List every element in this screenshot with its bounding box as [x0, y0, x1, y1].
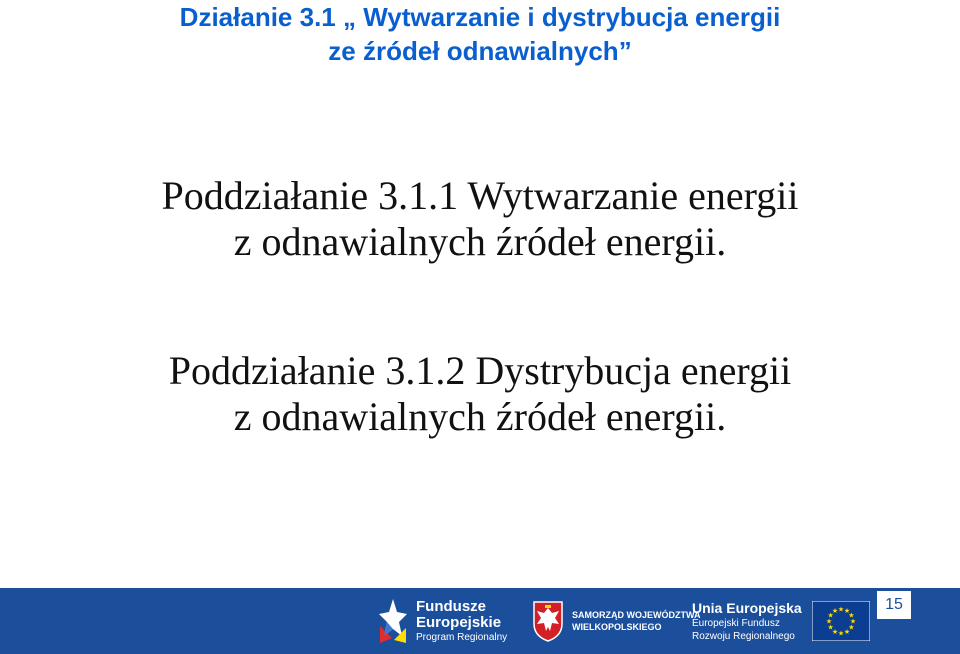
wlkp-logo-line1: SAMORZĄD WOJEWÓDZTWA — [572, 610, 701, 620]
ue-logo-line1: Unia Europejska — [692, 599, 802, 616]
fe-logo-line3: Program Regionalny — [416, 631, 508, 643]
footer-bar — [0, 588, 960, 654]
eu-star-icon: ★ — [837, 606, 844, 614]
slide-title-line1: Działanie 3.1 „ Wytwarzanie i dystrybucja energii — [179, 2, 781, 32]
eu-star-icon: ★ — [827, 612, 834, 620]
eu-star-icon: ★ — [849, 618, 856, 626]
samorzad-wielkopolski-logo — [532, 596, 701, 646]
subaction-2-line2: z odnawialnych źródeł energii. — [233, 394, 727, 439]
ue-logo-line3: Rozwoju Regionalnego — [692, 630, 795, 642]
eu-star-icon: ★ — [837, 630, 844, 638]
eu-star-icon: ★ — [827, 624, 834, 632]
fe-star-icon — [378, 598, 408, 644]
subaction-1 — [0, 173, 960, 265]
slide-title — [0, 0, 960, 68]
subaction-2 — [0, 348, 960, 440]
eu-star-icon: ★ — [831, 608, 838, 616]
fe-logo-line2: Europejskie — [416, 613, 502, 631]
subaction-1-line1: Poddziałanie 3.1.1 Wytwarzanie energii — [161, 173, 799, 218]
eu-star-icon: ★ — [847, 612, 855, 620]
eagle-coat-of-arms-icon — [532, 600, 564, 642]
fe-logo-line1: Fundusze — [416, 597, 486, 615]
ue-logo-line2: Europejski Fundusz — [692, 617, 780, 629]
subaction-2-line1: Poddziałanie 3.1.2 Dystrybucja energii — [168, 348, 792, 393]
eu-star-icon: ★ — [843, 628, 850, 636]
eu-flag-icon — [812, 601, 870, 641]
fundusze-europejskie-logo — [378, 596, 507, 646]
subaction-1-line2: z odnawialnych źródeł energii. — [233, 219, 727, 264]
eu-star-icon: ★ — [825, 618, 832, 626]
slide-title-line2: ze źródeł odnawialnych” — [328, 36, 632, 66]
page-number: 15 — [877, 591, 911, 619]
wlkp-logo-line2: WIELKOPOLSKIEGO — [572, 622, 662, 632]
eu-star-icon: ★ — [847, 624, 855, 632]
eu-star-icon: ★ — [831, 628, 838, 636]
unia-europejska-logo — [692, 596, 870, 646]
eu-star-icon: ★ — [843, 608, 850, 616]
